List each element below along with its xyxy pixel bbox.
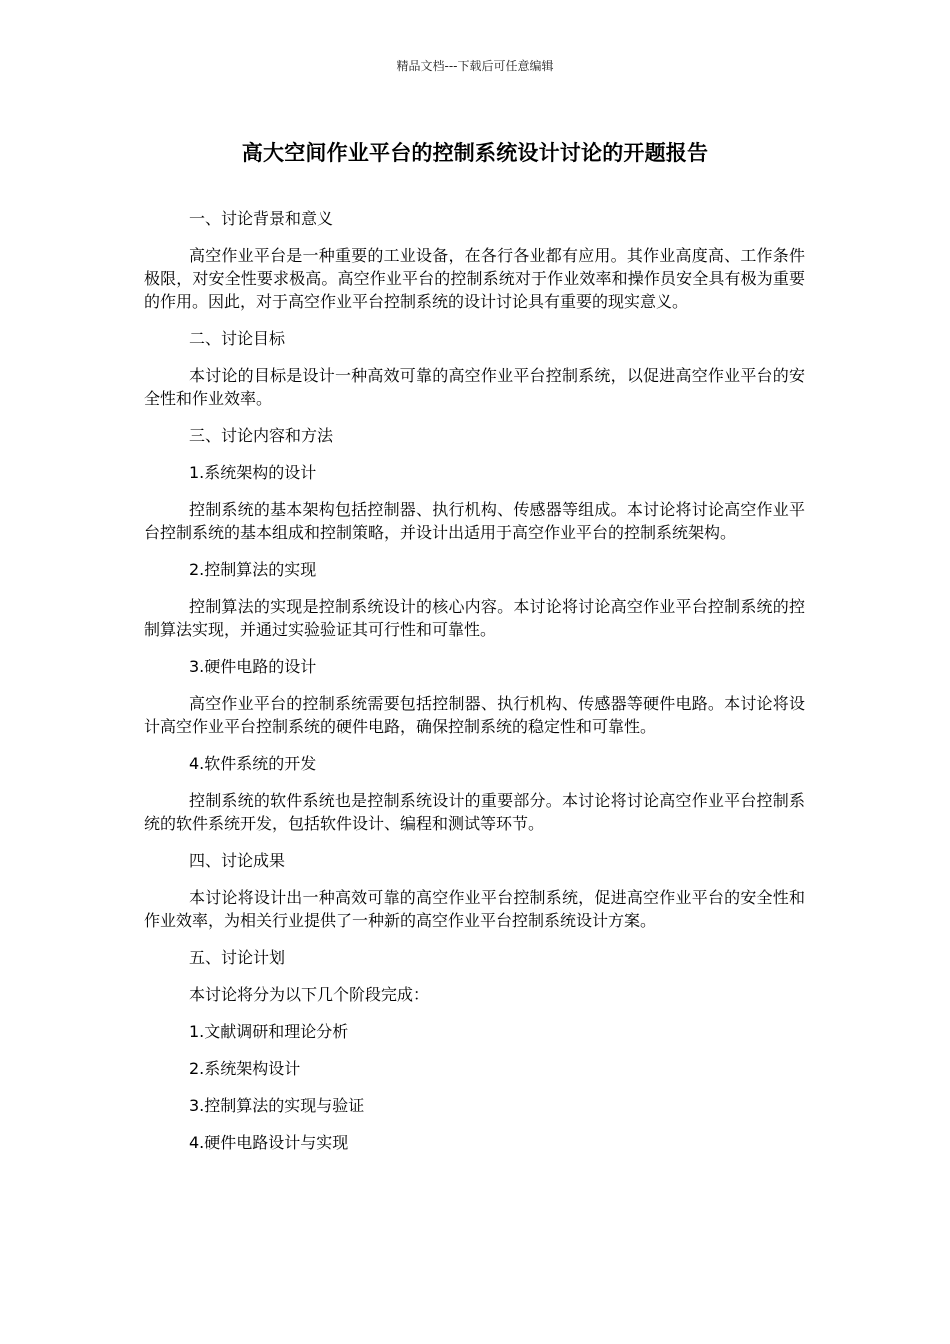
body-paragraph: 本讨论的目标是设计一种高效可靠的高空作业平台控制系统，以促进高空作业平台的安全性和作业效率。 [144,366,805,408]
document-title: 高大空间作业平台的控制系统设计讨论的开题报告 [241,141,709,165]
section-heading: 三、讨论内容和方法 [189,426,334,445]
subsection-heading: 1.系统架构的设计 [189,463,317,482]
body-paragraph: 本讨论将设计出一种高效可靠的高空作业平台控制系统，促进高空作业平台的安全性和作业效率，为相关行业提供了一种新的高空作业平台控制系统设计方案。 [144,888,805,930]
body-paragraph: 高空作业平台的控制系统需要包括控制器、执行机构、传感器等硬件电路。本讨论将设计高空作业平台控制系统的硬件电路，确保控制系统的稳定性和可靠性。 [144,694,805,736]
body-paragraph: 高空作业平台是一种重要的工业设备，在各行各业都有应用。其作业高度高、工作条件极限，对安全性要求极高。高空作业平台的控制系统对于作业效率和操作员安全具有极为重要的作用。因此，对于高空作业平台控制系统的设计讨论具有重要的现实意义。 [144,246,805,311]
list-item: 3.控制算法的实现与验证 [189,1096,365,1115]
section-heading: 五、讨论计划 [189,948,286,967]
section-heading: 一、讨论背景和意义 [189,209,334,228]
list-item: 4.硬件电路设计与实现 [189,1133,349,1152]
body-paragraph: 控制算法的实现是控制系统设计的核心内容。本讨论将讨论高空作业平台控制系统的控制算法实现，并通过实验验证其可行性和可靠性。 [144,597,805,639]
subsection-heading: 4.软件系统的开发 [189,754,317,773]
body-paragraph: 本讨论将分为以下几个阶段完成： [189,985,430,1004]
list-item: 2.系统架构设计 [189,1059,301,1078]
subsection-heading: 3.硬件电路的设计 [189,657,317,676]
body-paragraph: 控制系统的软件系统也是控制系统设计的重要部分。本讨论将讨论高空作业平台控制系统的软件系统开发，包括软件设计、编程和测试等环节。 [144,791,805,833]
body-paragraph: 控制系统的基本架构包括控制器、执行机构、传感器等组成。本讨论将讨论高空作业平台控制系统的基本组成和控制策略，并设计出适用于高空作业平台的控制系统架构。 [144,500,805,542]
page-header: 精品文档---下载后可任意编辑 [396,59,554,73]
subsection-heading: 2.控制算法的实现 [189,560,317,579]
list-item: 1.文献调研和理论分析 [189,1022,349,1041]
section-heading: 二、讨论目标 [189,329,286,348]
section-heading: 四、讨论成果 [189,851,286,870]
document-body [144,207,805,1168]
